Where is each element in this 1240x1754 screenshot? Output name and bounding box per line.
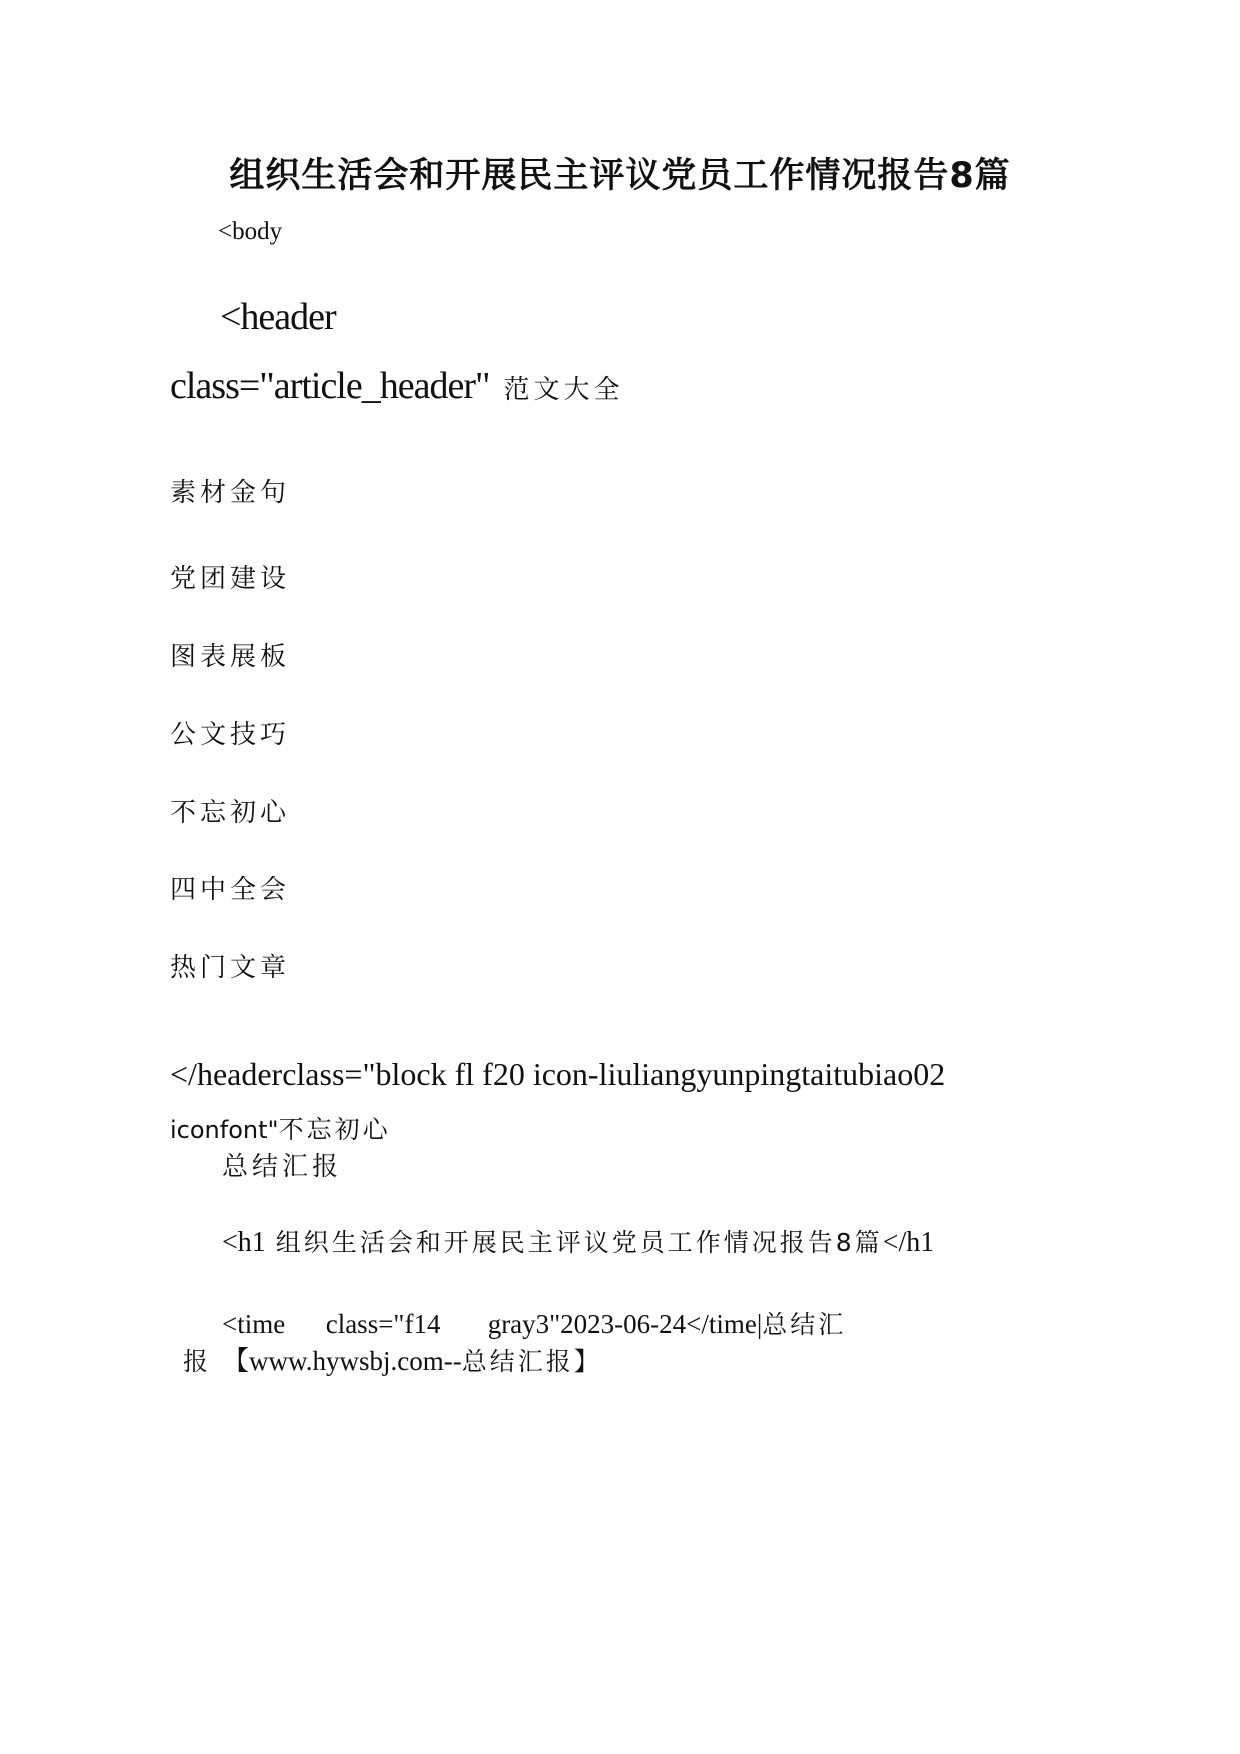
nav-item[interactable]: 范文大全 (503, 375, 624, 405)
publish-time: <time class="f14 gray3"2023-06-24</time| (222, 1309, 763, 1339)
nav-item[interactable]: 党团建设 (170, 564, 291, 594)
time-line (222, 1305, 846, 1341)
source-site[interactable]: 【www.hywsbj.com-- (222, 1346, 462, 1376)
nav-item[interactable]: 公文技巧 (170, 720, 291, 750)
header-class-text: class="article_header" (170, 365, 490, 407)
h1-open-tag: <h1 (222, 1227, 266, 1258)
header-close-line: </headerclass="block fl f20 icon-liuliangyunpingtaitubiao02 (170, 1056, 946, 1092)
nav-item[interactable]: 图表展板 (170, 642, 291, 672)
body-tag-text: <body (218, 218, 283, 245)
iconfont-link[interactable]: 不忘初心 (278, 1115, 391, 1144)
article-heading: 组织生活会和开展民主评议党员工作情况报告8篇 (275, 1228, 883, 1257)
nav-item[interactable]: 热门文章 (170, 953, 291, 983)
nav-item[interactable]: 四中全会 (170, 875, 291, 905)
iconfont-line (170, 1110, 391, 1146)
iconfont-prefix: iconfont" (170, 1116, 279, 1144)
h1-line (222, 1223, 934, 1259)
category-link[interactable]: 总结汇报 (222, 1152, 343, 1182)
nav-item[interactable]: 素材金句 (170, 478, 291, 508)
category-link-inline[interactable]: 总结汇 (762, 1310, 847, 1339)
h1-close-tag: </h1 (882, 1227, 935, 1258)
header-class-line (170, 364, 624, 408)
document-title: 组织生活会和开展民主评议党员工作情况报告8篇 (229, 156, 1011, 196)
source-line (183, 1339, 602, 1378)
nav-item[interactable]: 不忘初心 (170, 798, 291, 828)
category-link-wrap[interactable]: 报 (183, 1347, 209, 1376)
source-category: 总结汇报】 (461, 1347, 602, 1376)
header-tag-text: <header (220, 296, 336, 338)
